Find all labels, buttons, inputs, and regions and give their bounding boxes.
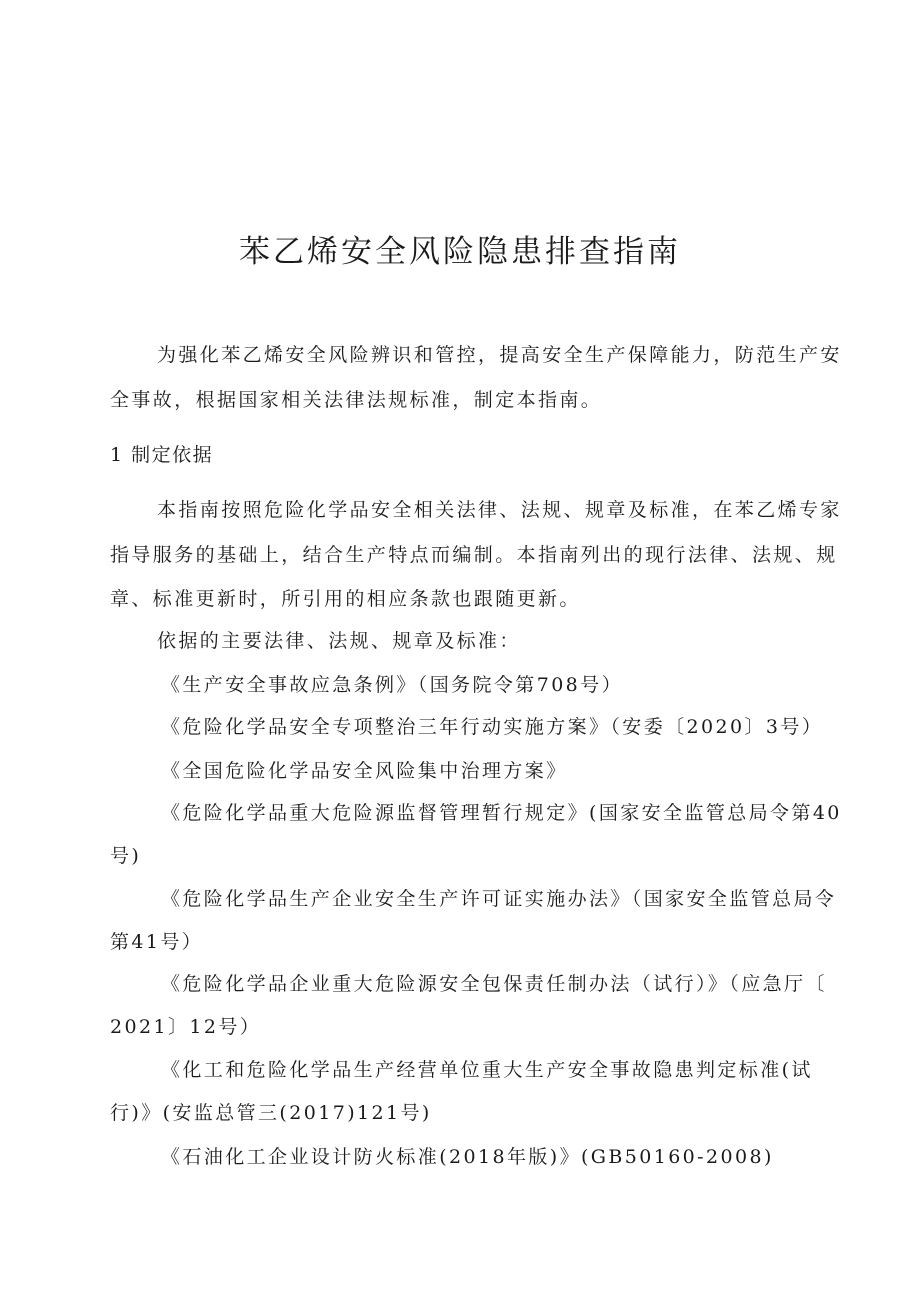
reference-item: 《危险化学品生产企业安全生产许可证实施办法》（国家安全监管总局令 xyxy=(161,888,837,910)
basis-line-3: 章、标准更新时，所引用的相应条款也跟随更新。 xyxy=(110,588,581,610)
reference-item-continued: 第41号） xyxy=(110,931,204,953)
reference-item: 《危险化学品重大危险源监督管理暂行规定》(国家安全监管总局令第40 xyxy=(161,802,842,824)
intro-line-1: 为强化苯乙烯安全风险辨识和管控，提高安全生产保障能力，防范生产安 xyxy=(157,344,842,366)
reference-item: 《生产安全事故应急条例》（国务院令第708号） xyxy=(161,674,623,696)
reference-item-continued: 2021〕12号） xyxy=(110,1016,262,1038)
intro-line-2: 全事故，根据国家相关法律法规标准，制定本指南。 xyxy=(110,389,603,411)
page-title: 苯乙烯安全风险隐患排查指南 xyxy=(239,234,681,270)
section-heading: 1 制定依据 xyxy=(110,444,214,466)
list-intro: 依据的主要法律、法规、规章及标准： xyxy=(157,630,521,652)
reference-item: 《危险化学品安全专项整治三年行动实施方案》（安委〔2020〕3号） xyxy=(161,716,824,738)
reference-item-continued: 号) xyxy=(110,845,142,867)
reference-item: 《危险化学品企业重大危险源安全包保责任制办法（试行）》（应急厅〔 xyxy=(161,973,827,995)
basis-line-2: 指导服务的基础上，结合生产特点而编制。本指南列出的现行法律、法规、规 xyxy=(110,544,838,566)
reference-item: 《全国危险化学品安全风险集中治理方案》 xyxy=(161,760,568,782)
reference-item: 《石油化工企业设计防火标准(2018年版)》(GB50160-2008) xyxy=(161,1146,774,1168)
basis-line-1: 本指南按照危险化学品安全相关法律、法规、规章及标准，在苯乙烯专家 xyxy=(157,499,842,521)
reference-item: 《化工和危险化学品生产经营单位重大生产安全事故隐患判定标准(试 xyxy=(161,1059,813,1081)
reference-item-continued: 行)》(安监总管三(2017)121号) xyxy=(110,1102,432,1124)
